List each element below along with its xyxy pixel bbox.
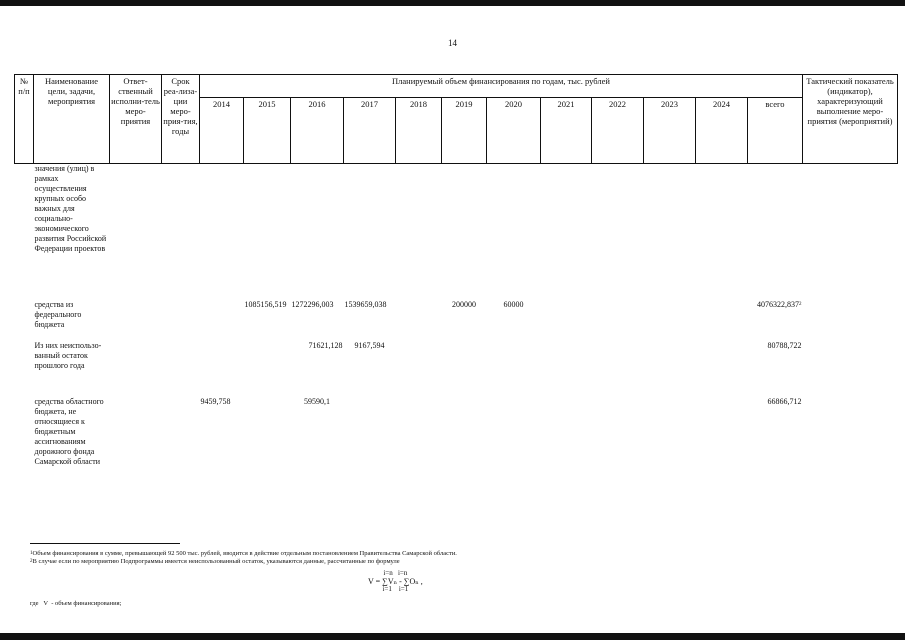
cell-value <box>592 341 644 397</box>
cell-value <box>487 397 541 517</box>
cell-total <box>748 300 803 341</box>
cell-value: 1539659,038 <box>344 299 387 309</box>
cell-value <box>696 341 748 397</box>
cell-value: 59590,1 <box>304 396 330 406</box>
cell-value <box>644 341 696 397</box>
total-value: 4076322,837 <box>757 299 799 309</box>
row-name: значения (улиц) в рамках осуществления крупных особо важных для социально-экономического развития Российской Федерации проектов <box>34 164 107 253</box>
cell-value <box>244 397 291 517</box>
header-term: Срок реа-лиза-ции меро-прия-тия, годы <box>162 75 200 164</box>
footnote-mark: 1 <box>30 551 33 556</box>
header-year: 2016 <box>291 98 344 164</box>
table-row <box>15 300 898 341</box>
header-year: 2019 <box>442 98 487 164</box>
table-row <box>15 341 898 397</box>
footnote-1 <box>30 550 830 558</box>
footnote-2 <box>30 558 830 566</box>
footnotes <box>30 542 830 566</box>
financing-table <box>14 74 898 517</box>
cell-value <box>592 300 644 341</box>
header-year: 2018 <box>396 98 442 164</box>
cell-value: 9167,594 <box>354 340 385 350</box>
formula-legend: где V - объем финансирования; <box>30 600 122 607</box>
table-row <box>15 164 898 300</box>
header-year: 2021 <box>541 98 592 164</box>
header-planned-financing: Планируемый объем финансирования по годам, тыс. рублей <box>200 75 803 98</box>
header-responsible: Ответ-ственный исполни-тель меро-приятия <box>110 75 162 164</box>
formula-expression: V = ∑Vₙ - ∑Oₙ , <box>368 577 423 586</box>
cell-value <box>541 397 592 517</box>
cell-value <box>396 300 442 341</box>
cell-value <box>541 300 592 341</box>
row-name: средства областного бюджета, не относящиеся к бюджетным ассигнованиям дорожного фонда Самарской области <box>34 396 104 466</box>
cell-value <box>592 397 644 517</box>
row-name: Из них неиспользо-ванный остаток прошлого года <box>34 340 102 370</box>
cell-total: 80788,722 <box>767 340 802 350</box>
cell-value: 1085156,519 <box>244 299 287 309</box>
cell-total: 66866,712 <box>767 396 802 406</box>
cell-value <box>396 341 442 397</box>
formula-upper-limits: i=n i=n <box>383 569 408 577</box>
header-year: 2024 <box>696 98 748 164</box>
header-year: 2020 <box>487 98 541 164</box>
cell-value <box>487 341 541 397</box>
cell-value: 71621,128 <box>308 340 343 350</box>
cell-value <box>442 397 487 517</box>
header-year: 2022 <box>592 98 644 164</box>
header-year: 2015 <box>244 98 291 164</box>
cell-value <box>644 300 696 341</box>
footnote-text: В случае если по мероприятию Подпрограммы имеется неиспользованный остаток, указываются данные, рассчитанные по формуле <box>32 558 400 565</box>
cell-value <box>200 341 244 397</box>
page-number: 14 <box>448 38 457 48</box>
cell-value: 1272296,003 <box>291 299 334 309</box>
bottom-border <box>0 633 905 640</box>
table-row <box>15 397 898 517</box>
footnote-mark: 2 <box>30 559 33 564</box>
header-year: 2017 <box>344 98 396 164</box>
cell-value <box>541 341 592 397</box>
cell-value <box>442 341 487 397</box>
cell-value: 9459,758 <box>200 396 231 406</box>
cell-value <box>696 300 748 341</box>
formula-lower-limits: i=1 i=1 <box>382 585 409 593</box>
cell-value: 60000 <box>503 299 524 309</box>
header-name: Наименование цели, задачи, мероприятия <box>34 75 110 164</box>
cell-value <box>200 300 244 341</box>
header-indicator: Тактический показатель (индикатор), характеризующий выполнение меро-приятия (мероприятий) <box>803 75 898 164</box>
cell-value: 200000 <box>452 299 476 309</box>
formula <box>368 570 423 593</box>
row-name: средства из федерального бюджета <box>34 299 82 329</box>
header-num: № п/п <box>15 75 34 164</box>
cell-value <box>644 397 696 517</box>
header-total: всего <box>748 98 803 164</box>
top-border <box>0 0 905 6</box>
footnote-text: Объем финансирования в сумме, превышающей 92 500 тыс. рублей, вводится в действие отдельным постановлением Правительства Самарской области. <box>32 550 457 557</box>
cell-value <box>244 341 291 397</box>
header-year: 2014 <box>200 98 244 164</box>
header-year: 2023 <box>644 98 696 164</box>
footnote-ref: 2 <box>799 301 802 307</box>
cell-value <box>344 397 396 517</box>
cell-value <box>696 397 748 517</box>
cell-value <box>396 397 442 517</box>
